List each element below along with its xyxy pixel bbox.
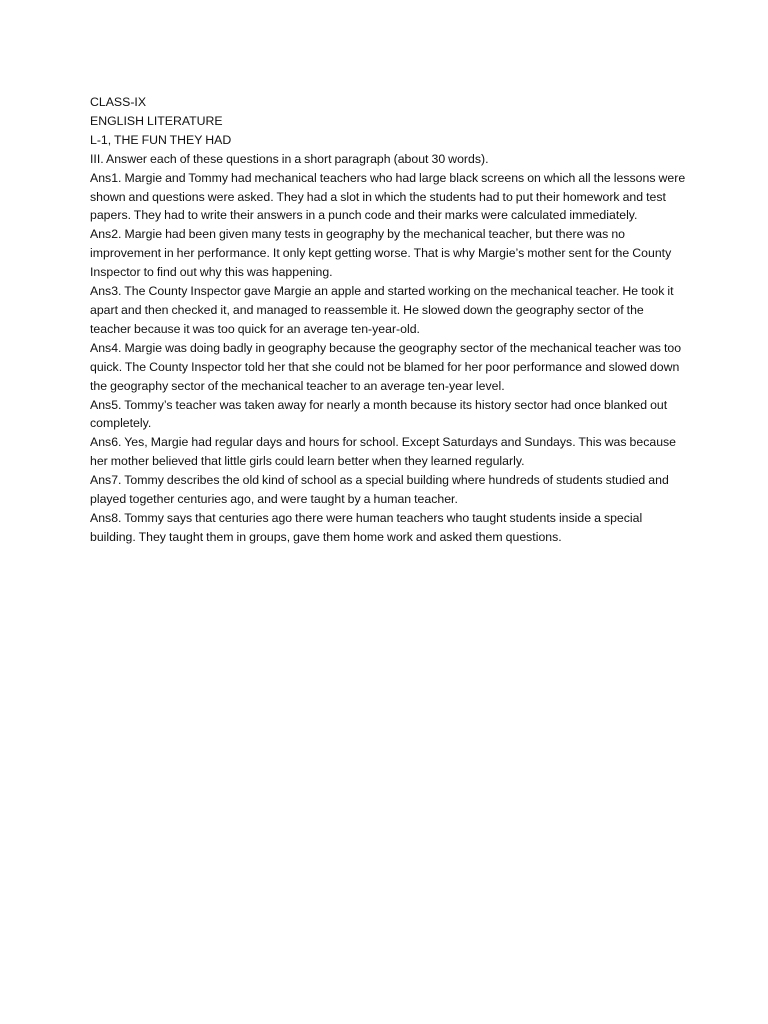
subject-label: ENGLISH LITERATURE — [90, 113, 223, 128]
answer-1: Ans1. Margie and Tommy had mechanical teachers who had large black screens on which all the lessons were shown and questions were asked. They had a slot in which the students had to put their homework and test papers. They had to write their answers in a punch code and their marks were calculated immediately. — [90, 170, 686, 223]
answer-7: Ans7. Tommy describes the old kind of school as a special building where hundreds of students studied and played together centuries ago, and were taught by a human teacher. — [90, 473, 669, 507]
answer-5: Ans5. Tommy’s teacher was taken away for nearly a month because its history sector had once blanked out completely. — [90, 397, 668, 431]
answer-3: Ans3. The County Inspector gave Margie an apple and started working on the mechanical teacher. He took it apart and then checked it, and managed to reassemble it. He slowed down the geography sector of the teacher because it was too quick for an average ten-year-old. — [90, 284, 674, 336]
answer-8: Ans8. Tommy says that centuries ago there were human teachers who taught students inside a special building. They taught them in groups, gave them home work and asked them questions. — [90, 510, 643, 544]
lesson-title: L-1, THE FUN THEY HAD — [90, 132, 232, 147]
answer-6: Ans6. Yes, Margie had regular days and hours for school. Except Saturdays and Sundays. This was because her mother believed that little girls could learn better when they learned regularly. — [90, 435, 677, 469]
document-body — [90, 93, 686, 547]
answer-2: Ans2. Margie had been given many tests in geography by the mechanical teacher, but there was no improvement in her performance. It only kept getting worse. That is why Margie’s mother sent for the County Inspector to find out why this was happening. — [90, 227, 672, 280]
class-label: CLASS-IX — [90, 95, 147, 109]
instruction-text: III. Answer each of these questions in a short paragraph (about 30 words). — [90, 151, 489, 166]
answer-4: Ans4. Margie was doing badly in geography because the geography sector of the mechanical teacher was too quick. The County Inspector told her that she could not be blamed for her poor performance and slowed down the geography sector of the mechanical teacher to an average ten-year level. — [90, 340, 682, 393]
